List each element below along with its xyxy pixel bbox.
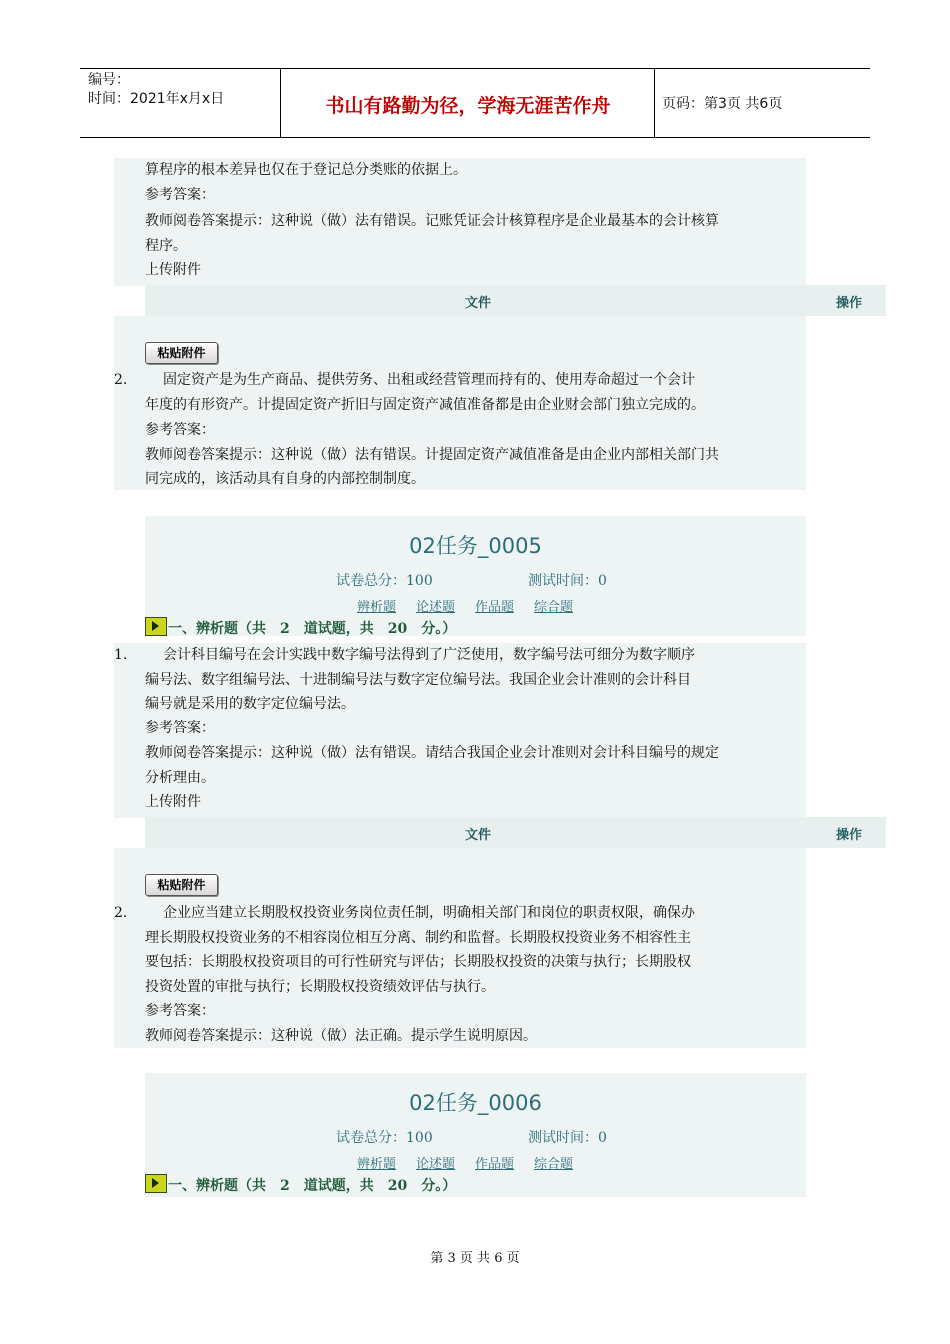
question-text: 企业应当建立长期股权投资业务岗位责任制，明确相关部门和岗位的职责权限，确保办 — [163, 905, 695, 921]
teacher-hint: 教师阅卷答案提示：这种说（做）法正确。提示学生说明原因。 — [145, 1028, 537, 1044]
header-motto: 书山有路勤为径，学海无涯苦作舟 — [325, 95, 611, 117]
operation-column-header: 操作 — [835, 828, 862, 843]
teacher-hint: 教师阅卷答案提示：这种说（做）法有错误。记账凭证会计核算程序是企业最基本的会计核算 — [145, 213, 719, 229]
question-text-cont: 投资处置的审批与执行；长期股权投资绩效评估与执行。 — [145, 979, 495, 995]
question-number: 2. — [114, 905, 128, 921]
file-column-header: 文件 — [465, 296, 492, 311]
question-text: 固定资产是为生产商品、提供劳务、出租或经营管理而持有的、使用寿命超过一个会计 — [163, 372, 695, 388]
attachment-table-header — [145, 285, 886, 316]
upload-attachment-label: 上传附件 — [145, 262, 201, 278]
task-title: 02任务_0005 — [409, 534, 542, 558]
reference-answer-label: 参考答案： — [145, 1003, 215, 1019]
link-work-questions[interactable]: 作品题 — [475, 600, 515, 615]
test-time: 测试时间：0 — [528, 1130, 607, 1146]
link-analysis-questions[interactable]: 辨析题 — [357, 600, 397, 615]
question-text-cont: 理长期股权投资业务的不相容岗位相互分离、制约和监督。长期股权投资业务不相容性主 — [145, 930, 691, 946]
header-meta — [88, 71, 224, 109]
link-essay-questions[interactable]: 论述题 — [416, 600, 456, 615]
link-work-questions[interactable]: 作品题 — [475, 1157, 515, 1172]
link-comprehensive-questions[interactable]: 综合题 — [534, 1157, 574, 1172]
section-arrow-icon — [145, 1174, 167, 1193]
reference-answer-label: 参考答案： — [145, 720, 215, 736]
question-text-cont: 要包括：长期股权投资项目的可行性研究与评估；长期股权投资的决策与执行；长期股权 — [145, 954, 691, 970]
question-text: 算程序的根本差异也仅在于登记总分类账的依据上。 — [145, 162, 467, 178]
number-label: 编号： — [88, 72, 130, 88]
reference-answer-label: 参考答案： — [145, 187, 215, 203]
upload-attachment-label: 上传附件 — [145, 794, 201, 810]
question-text-cont: 编号就是采用的数字定位编号法。 — [145, 696, 355, 712]
reference-answer-label: 参考答案： — [145, 422, 215, 438]
paste-attachment-button[interactable]: 粘贴附件 — [145, 874, 218, 896]
link-essay-questions[interactable]: 论述题 — [416, 1157, 456, 1172]
teacher-hint: 教师阅卷答案提示：这种说（做）法有错误。计提固定资产减值准备是由企业内部相关部门共 — [145, 447, 719, 463]
file-column-header: 文件 — [465, 828, 492, 843]
section-title: 一、辨析题（共 2 道试题，共 20 分。） — [168, 1178, 457, 1194]
task-title: 02任务_0006 — [409, 1091, 542, 1115]
page-footer: 第 3 页 共 6 页 — [430, 1251, 520, 1266]
section-arrow-icon — [145, 617, 167, 636]
link-analysis-questions[interactable]: 辨析题 — [357, 1157, 397, 1172]
teacher-hint: 教师阅卷答案提示：这种说（做）法有错误。请结合我国企业会计准则对会计科目编号的规定 — [145, 745, 719, 761]
operation-column-header: 操作 — [835, 296, 862, 311]
question-text-cont: 年度的有形资产。计提固定资产折旧与固定资产减值准备都是由企业财会部门独立完成的。 — [145, 397, 705, 413]
section-title: 一、辨析题（共 2 道试题，共 20 分。） — [168, 621, 457, 637]
total-score: 试卷总分：100 — [336, 1130, 433, 1146]
question-text: 会计科目编号在会计实践中数字编号法得到了广泛使用，数字编号法可细分为数字顺序 — [163, 647, 695, 663]
paste-attachment-button[interactable]: 粘贴附件 — [145, 342, 218, 364]
teacher-hint-cont: 同完成的，该活动具有自身的内部控制制度。 — [145, 471, 425, 487]
header-page-label: 页码：第3页 共6页 — [662, 96, 783, 112]
header-divider — [280, 69, 281, 137]
test-time: 测试时间：0 — [528, 573, 607, 589]
date-label: 时间：2021年x月x日 — [88, 91, 225, 107]
question-text-cont: 编号法、数字组编号法、十进制编号法与数字定位编号法。我国企业会计准则的会计科目 — [145, 672, 691, 688]
attachment-table-header — [145, 817, 886, 848]
page-header — [80, 68, 870, 138]
total-score: 试卷总分：100 — [336, 573, 433, 589]
link-comprehensive-questions[interactable]: 综合题 — [534, 600, 574, 615]
teacher-hint-cont: 程序。 — [145, 238, 187, 254]
header-divider — [654, 69, 655, 137]
question-number: 1. — [114, 647, 128, 663]
question-number: 2. — [114, 372, 128, 388]
teacher-hint-cont: 分析理由。 — [145, 770, 215, 786]
